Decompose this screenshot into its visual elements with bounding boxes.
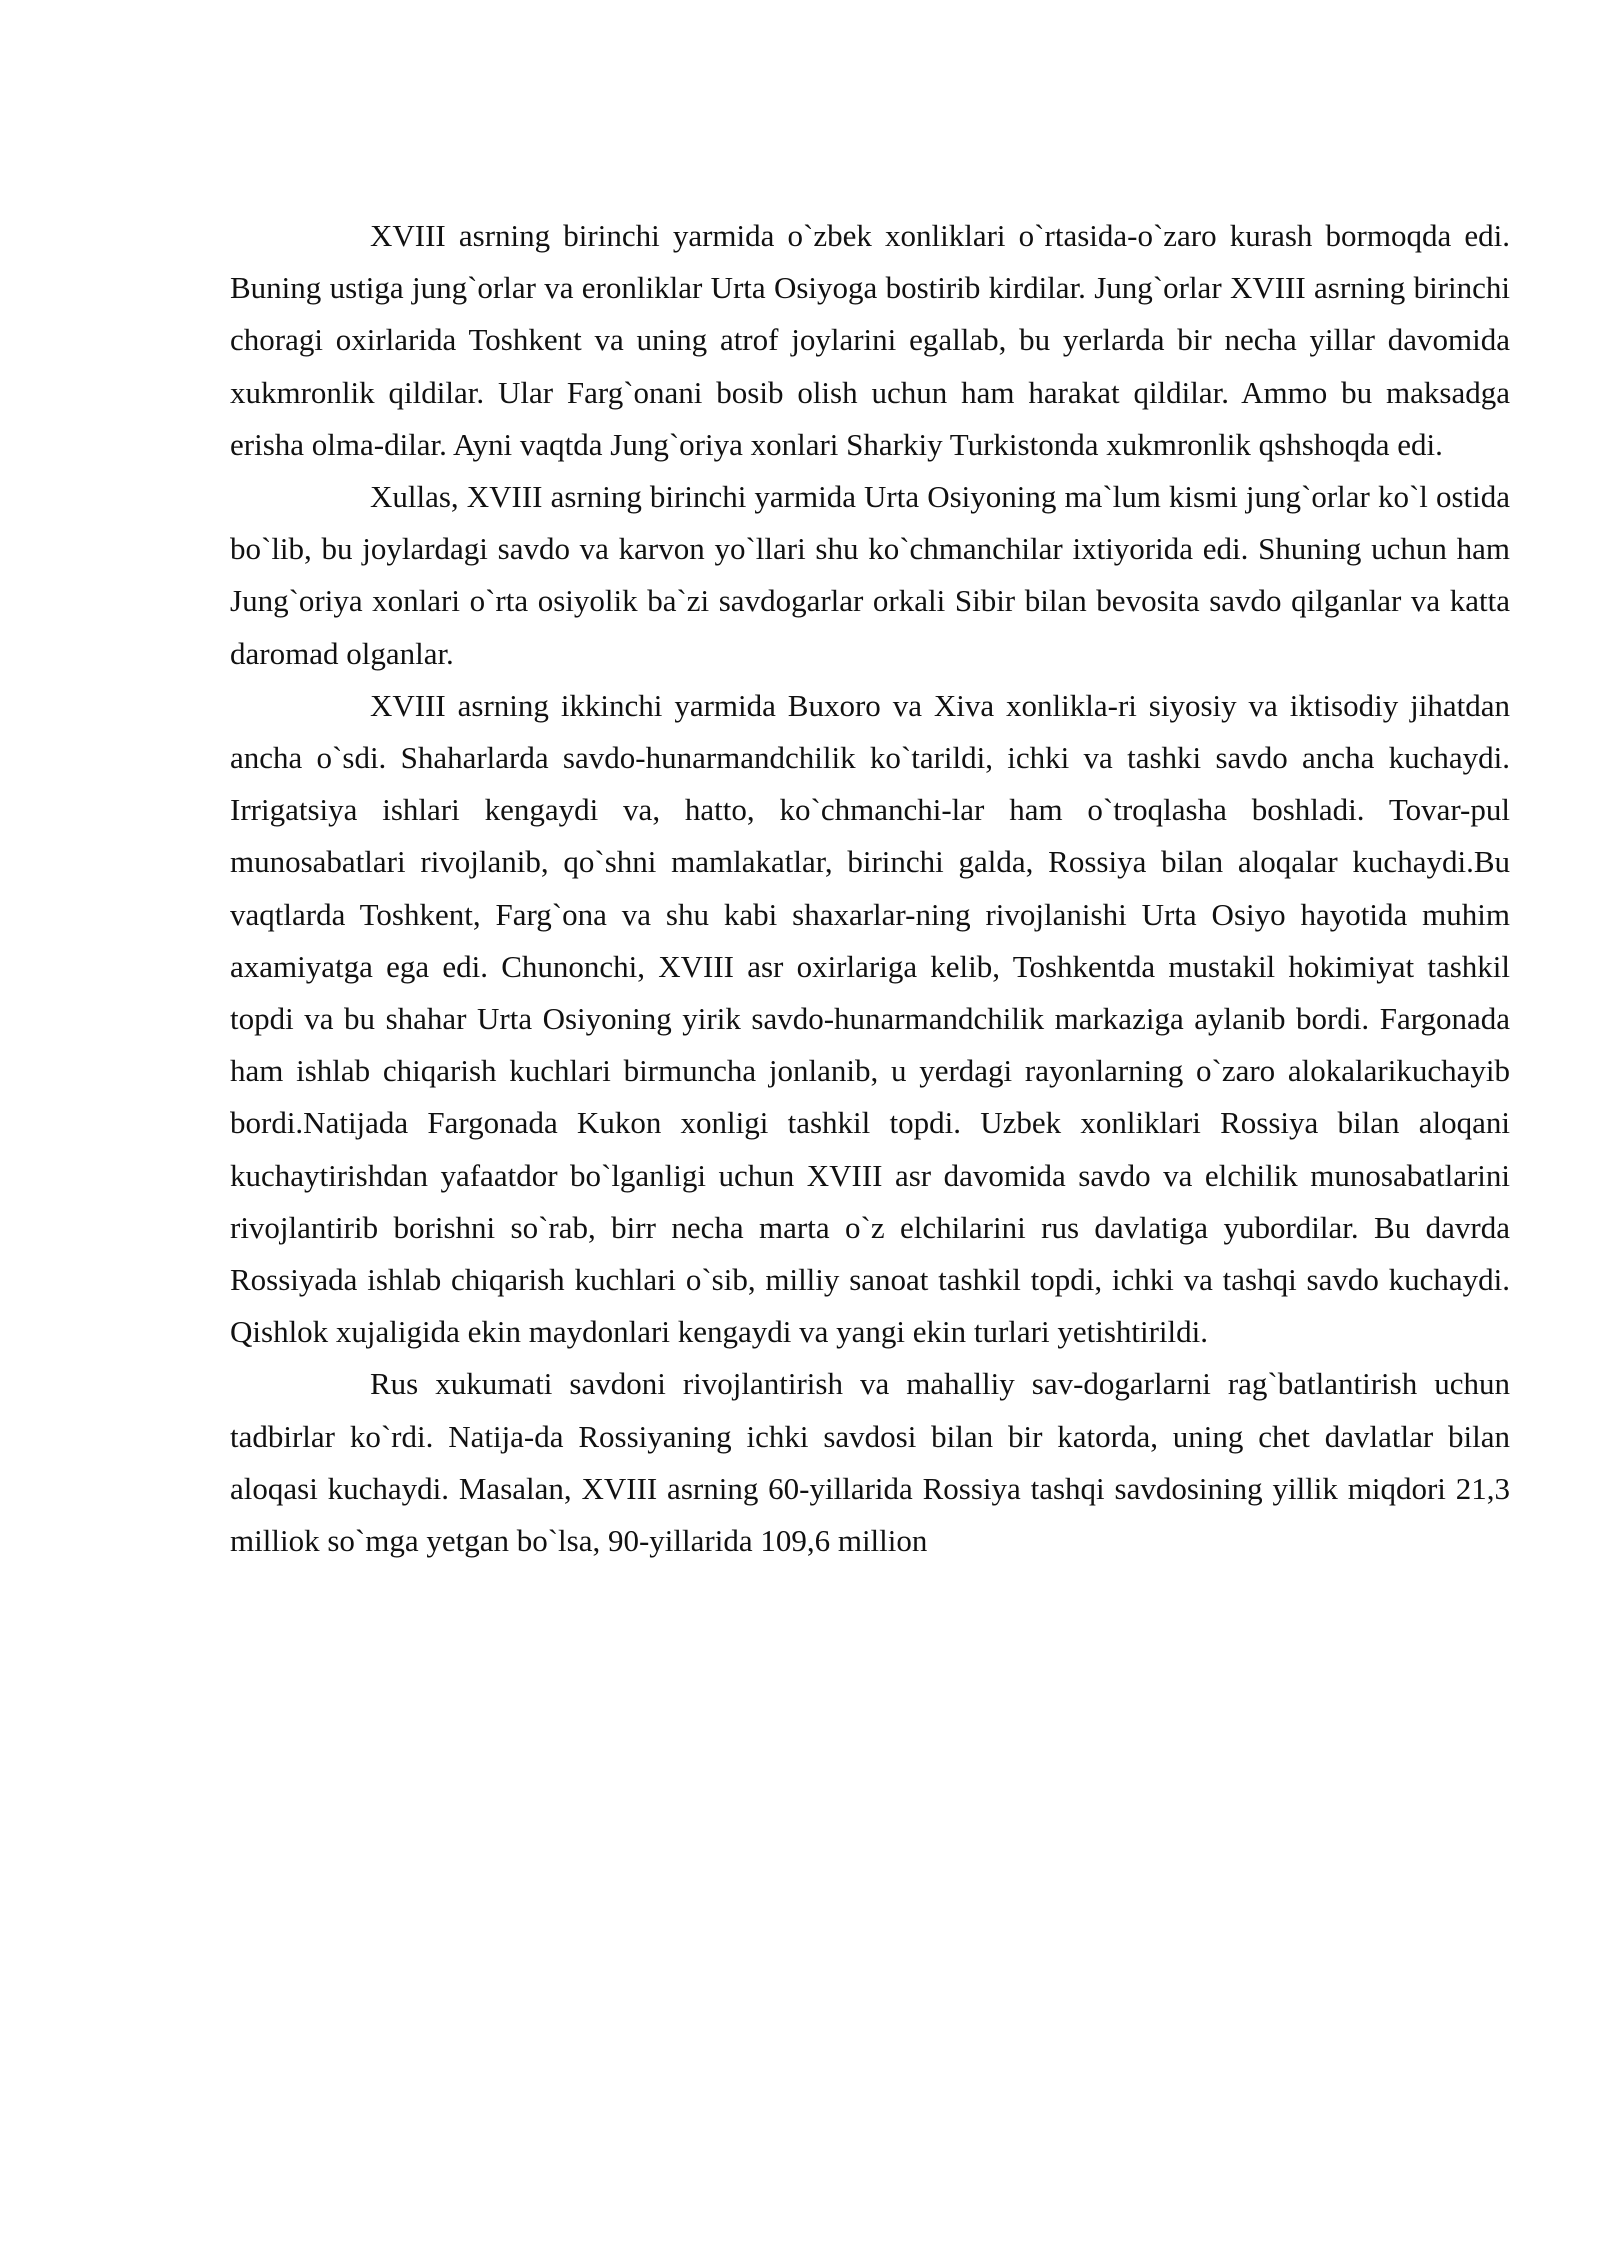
paragraph-2: Xullas, XVIII asrning birinchi yarmida Urta Osiyoning ma`lum kismi jung`orlar ko`l ostida bo`lib, bu joylardagi savdo va karvon yo`llari shu ko`chmanchilar ixtiyorida edi. Shuning uchun ham Jung`oriya xonlari o`rta osiyolik ba`zi savdogarlar orkali Sibir bilan bevosita savdo qilganlar va katta daromad olganlar. bbox=[230, 479, 1510, 671]
document-body bbox=[230, 210, 1510, 1567]
paragraph-3: XVIII asrning ikkinchi yarmida Buxoro va Xiva xonlikla-ri siyosiy va iktisodiy jihatdan ancha o`sdi. Shaharlarda savdo-hunarmandchilik ko`tarildi, ichki va tashki savdo ancha kuchaydi. Irrigatsiya ishlari kengaydi va, hatto, ko`chmanchi-lar ham o`troqlasha boshladi. Tovar-pul munosabatlari rivojlanib, qo`shni mamlakatlar, birinchi galda, Rossiya bilan aloqalar kuchaydi.Bu vaqtlarda Toshkent, Farg`ona va shu kabi shaxarlar-ning rivojlanishi Urta Osiyo hayotida muhim axamiyatga ega edi. Chunonchi, XVIII asr oxirlariga kelib, Toshkentda mustakil hokimiyat tashkil topdi va bu shahar Urta Osiyoning yirik savdo-hunarmandchilik markaziga aylanib bordi. Fargonada ham ishlab chiqarish kuchlari birmuncha jonlanib, u yerdagi rayonlarning o`zaro alokalarikuchayib bordi.Natijada Fargonada Kukon xonligi tashkil topdi. Uzbek xonliklari Rossiya bilan aloqani kuchaytirishdan yafaatdor bo`lganligi uchun XVIII asr davomida savdo va elchilik munosabatlarini rivojlantirib borishni so`rab, birr necha marta o`z elchilarini rus davlatiga yubordilar. Bu davrda Rossiyada ishlab chiqarish kuchlari o`sib, milliy sanoat tashkil topdi, ichki va tashqi savdo kuchaydi. Qishlok xujaligida ekin maydonlari kengaydi va yangi ekin turlari yetishtirildi. bbox=[230, 687, 1510, 1350]
paragraph-4: Rus xukumati savdoni rivojlantirish va mahalliy sav-dogarlarni rag`batlantirish uchun tadbirlar ko`rdi. Natija-da Rossiyaning ichki savdosi bilan bir katorda, uning chet davlatlar bilan aloqasi kuchaydi. Masalan, XVIII asrning 60-yillarida Rossiya tashqi savdosining yillik miqdori 21,3 milliok so`mga yetgan bo`lsa, 90-yillarida 109,6 million bbox=[230, 1366, 1510, 1559]
paragraph-1: XVIII asrning birinchi yarmida o`zbek xonliklari o`rtasida-o`zaro kurash bormoqda edi. Buning ustiga jung`orlar va eronliklar Urta Osiyoga bostirib kirdilar. Jung`orlar XVIII asrning birinchi choragi oxirlarida Toshkent va uning atrof joylarini egallab, bu yerlarda bir necha yillar davomida xukmronlik qildilar. Ular Farg`onani bosib olish uchun ham harakat qildilar. Ammo bu maksadga erisha olma-dilar. Ayni vaqtda Jung`oriya xonlari Sharkiy Turkistonda xukmronlik qshshoqda edi. bbox=[230, 218, 1510, 462]
